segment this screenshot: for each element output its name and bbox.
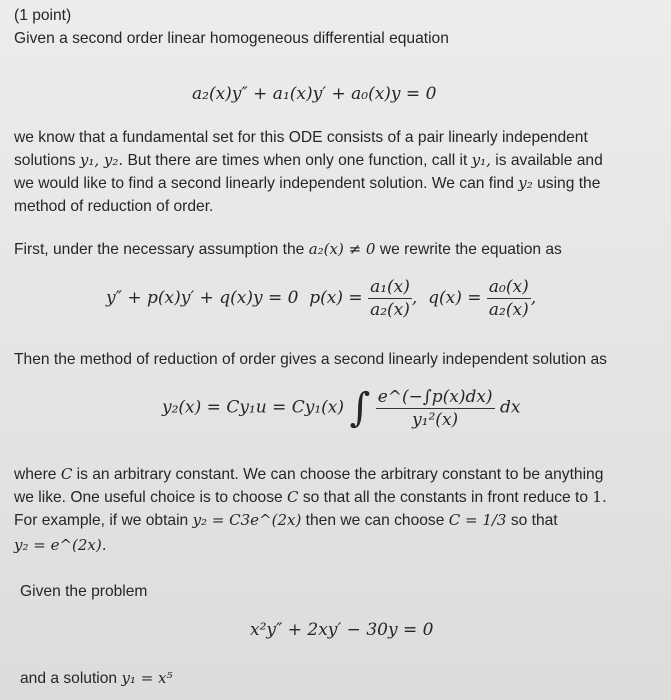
para1-line3: [14, 172, 659, 195]
para4-line4: [14, 534, 659, 557]
problem-label: Given the problem: [20, 583, 148, 600]
q-denominator: a₂(x): [488, 300, 529, 320]
q-lhs: q(x) =: [428, 288, 482, 308]
para4-line2: [14, 486, 659, 509]
standard-form-equation: [106, 276, 536, 321]
para1-line2: [14, 149, 659, 172]
q-numerator: a₀(x): [488, 277, 529, 297]
p-numerator: a₁(x): [370, 277, 410, 297]
para3-line: Then the method of reduction of order gives a second linearly independent solution as: [14, 351, 607, 368]
para1-line1: we know that a fundamental set for this ODE consists of a pair linearly independent: [14, 129, 588, 146]
comma: ,: [530, 288, 537, 308]
reduction-formula: [162, 385, 520, 431]
para4-line3: [14, 509, 659, 532]
p-denominator: a₂(x): [370, 300, 410, 320]
math-example: y₂ = C3e^(2x): [192, 511, 302, 529]
math-C-value: C = 1/3: [448, 511, 507, 529]
general-ode-equation: a₂(x)y″ + a₁(x)y′ + a₀(x)y = 0: [192, 84, 437, 104]
p-lhs: p(x) =: [309, 288, 363, 308]
math-y2: y₂: [518, 174, 533, 192]
text: we rewrite the equation as: [379, 241, 562, 258]
para4-line1: [14, 463, 659, 486]
text: using the: [537, 175, 601, 192]
formula-lhs: y₂(x) = Cy₁u = Cy₁(x): [162, 397, 345, 418]
integral-sign: ∫: [349, 385, 371, 431]
formula-numerator: e^(−∫p(x)dx): [377, 386, 493, 407]
text: First, under the necessary assumption the: [14, 241, 305, 258]
para1-line4: method of reduction of order.: [14, 198, 214, 215]
text: where: [14, 466, 57, 483]
points-label: (1 point): [14, 7, 72, 24]
para2-line: [14, 238, 659, 261]
text: then we can choose: [305, 512, 445, 529]
text: For example, if we obtain: [14, 512, 189, 529]
text: is available and: [495, 152, 603, 169]
math-condition: a₂(x) ≠ 0: [308, 240, 376, 258]
math-example-result: y₂ = e^(2x).: [14, 536, 107, 554]
text: we like. One useful choice is to choose: [14, 489, 283, 506]
problem-equation: x²y″ + 2xy′ − 30y = 0: [250, 620, 434, 640]
formula-fraction: [376, 386, 495, 431]
text: so that: [510, 512, 558, 529]
math-y1-y2: y₁, y₂.: [79, 151, 124, 169]
math-one: 1.: [592, 488, 607, 506]
text: But there are times when only one function, call it: [127, 152, 468, 169]
intro-line: Given a second order linear homogeneous differential equation: [14, 30, 449, 47]
dx: dx: [499, 397, 521, 418]
math-C: C: [287, 488, 299, 506]
math-C: C: [60, 465, 73, 483]
text: we would like to find a second linearly independent solution. We can find: [14, 175, 514, 192]
text: so that all the constants in front reduce to: [302, 489, 589, 506]
solution-line: [20, 667, 665, 690]
standard-form-lhs: y″ + p(x)y′ + q(x)y = 0: [106, 288, 299, 308]
formula-denominator: y₁²(x): [412, 409, 459, 430]
q-fraction: [487, 276, 531, 321]
math-given-solution: y₁ = x⁵: [121, 669, 173, 687]
p-fraction: [368, 276, 412, 321]
text: is an arbitrary constant. We can choose the arbitrary constant to be anything: [76, 466, 604, 483]
text: and a solution: [20, 670, 118, 687]
text: solutions: [14, 152, 76, 169]
math-y1: y₁,: [471, 151, 491, 169]
comma: ,: [411, 288, 418, 308]
